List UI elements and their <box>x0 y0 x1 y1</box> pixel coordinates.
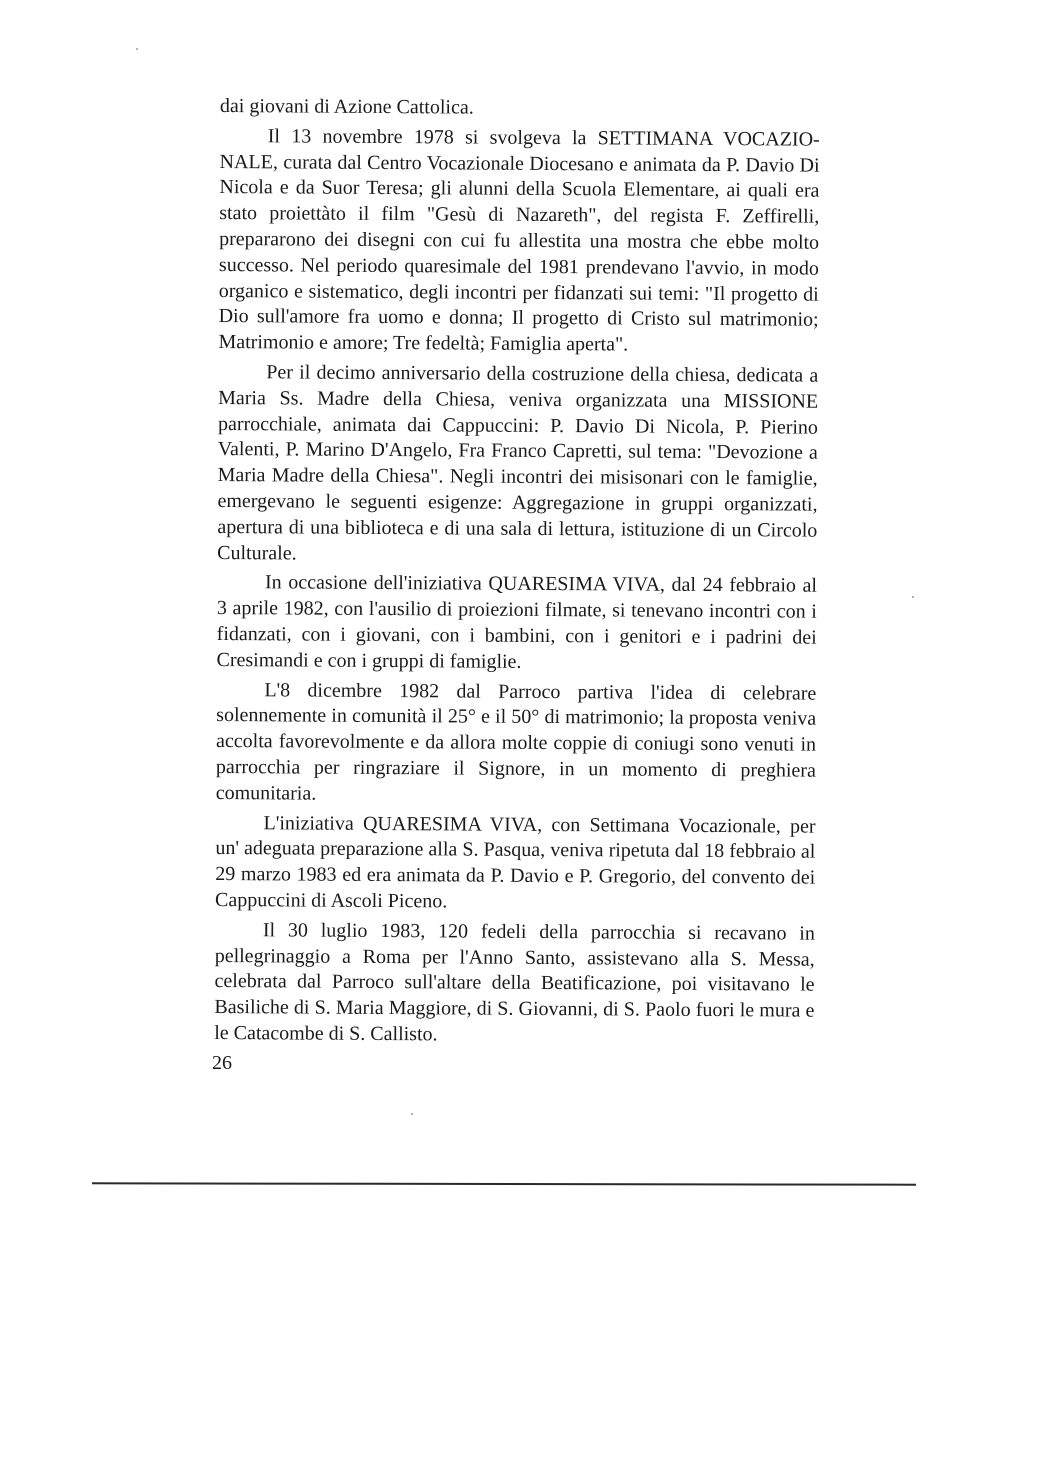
scan-speck <box>912 596 914 598</box>
paragraph-missione-parrocchiale: Per il decimo anniversario della costruzione della chiesa, dedicata a Maria Ss. Madre della Chiesa, veniva organizzata una MISSIONE parrocchiale, animata dai Cappuccini: P. Davio Di Nicola, P. Pierino Valenti, P. Marino D'Angelo, Fra Franco Capretti, sul tema: "Devozione a Maria Madre della Chiesa". Negli incontri dei misisonari con le famiglie, emergevano le seguenti esigenze: Aggregazione in gruppi organizzati, apertura di una biblioteca e di una sala di lettura, istituzione di un Circolo Culturale. <box>217 361 819 565</box>
paragraph-settimana-vocazionale: Il 13 novembre 1978 si svolgeva la SETTIMANA VOCAZIO-NALE, curata dal Centro Vocazionale Diocesano e animata da P. Davio Di Nicola e da Suor Teresa; gli alunni della Scuola Elementare, ai quali era stato proiettàto il film "Gesù di Nazareth", del regista F. Zeffirelli, prepararono dei disegni con cui fu allestita una mostra che ebbe molto successo. Nel periodo quaresimale del 1981 prendevano l'avvio, in modo organico e sistematico, degli incontri per fidanzati sui temi: "Il progetto di Dio sull'amore fra uomo e donna; Il progetto di Cristo sul matrimonio; Matrimonio e amore; Tre fedeltà; Famiglia aperta". <box>218 125 820 356</box>
paragraph-continuation: dai giovani di Azione Cattolica. <box>219 94 474 119</box>
paragraph-quaresima-viva-1983: L'iniziativa QUARESIMA VIVA, con Settimana Vocazionale, per un' adeguata preparazione alla S. Pasqua, veniva ripetuta dal 18 febbraio al 29 marzo 1983 ed era animata da P. Davio e P. Gregorio, del convento dei Cappuccini di Ascoli Piceno. <box>215 811 816 913</box>
paragraph-anniversari-matrimonio: L'8 dicembre 1982 dal Parroco partiva l'idea di celebrare solennemente in comunità il 25° e il 50° di matrimonio; la proposta veniva accolta favorevolmente e da allora molte coppie di coniugi sono venuti in parrocchia per ringraziare il Signore, in un momento di preghiera comunitaria. <box>215 678 817 805</box>
scan-speck <box>411 1113 413 1115</box>
page-number: 26 <box>212 1052 232 1074</box>
page-edge-line <box>92 1182 916 1185</box>
body-text <box>214 94 820 1054</box>
paragraph-pellegrinaggio-roma: Il 30 luglio 1983, 120 fedeli della parrocchia si recavano in pellegrinaggio a Roma per l'Anno Santo, assistevano alla S. Messa, celebrata dal Parroco sull'altare della Beatificazione, poi visitavano le Basiliche di S. Maria Maggiore, di S. Giovanni, di S. Paolo fuori le mura e le Catacombe di S. Callisto. <box>214 918 815 1046</box>
scan-speck <box>136 48 138 50</box>
paragraph-quaresima-viva-1982: In occasione dell'iniziativa QUARESIMA VIVA, dal 24 febbraio al 3 aprile 1982, con l'ausilio di proiezioni filmate, si tenevano incontri con i fidanzati, con i giovani, con i bambini, con i genitori e i padrini dei Cresimandi e con i gruppi di famiglie. <box>216 571 818 673</box>
